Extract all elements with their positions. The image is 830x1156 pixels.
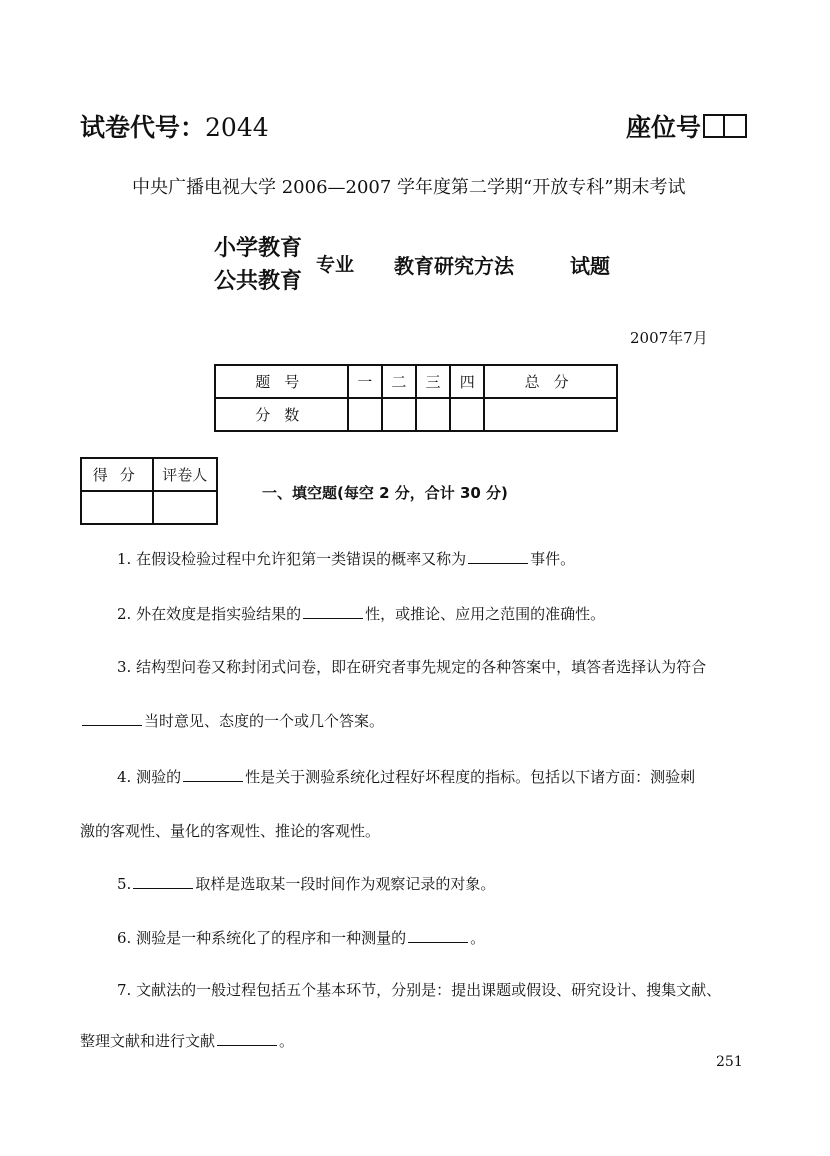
grader-table (80, 457, 218, 525)
table-cell: 分数 (215, 398, 348, 431)
table-cell: 四 (450, 365, 484, 398)
grader-cell (153, 491, 217, 524)
paper-word: 试题 (570, 254, 610, 278)
question-1 (117, 548, 575, 569)
score-cell (416, 398, 450, 431)
question-text: 性是关于测验系统化过程好坏程度的指标。包括以下诸方面：测验刺 (245, 768, 696, 786)
answer-blank (408, 928, 468, 943)
question-text: 。 (279, 1032, 295, 1050)
question-5 (117, 873, 495, 894)
paper-code-value: 2044 (205, 113, 269, 142)
paper-code (80, 108, 269, 144)
question-3 (117, 656, 706, 677)
score-cell (348, 398, 382, 431)
question-7-continued (80, 1030, 294, 1051)
question-4-continued (80, 820, 380, 841)
question-6 (117, 927, 485, 948)
question-text: 7. 文献法的一般过程包括五个基本环节，分别是：提出课题或假设、研究设计、搜集文献、 (117, 981, 722, 999)
score-cell (81, 491, 153, 524)
answer-blank (468, 549, 528, 564)
question-text: 事件。 (530, 550, 576, 568)
table-cell: 三 (416, 365, 450, 398)
question-text: 。 (470, 929, 486, 947)
seat-label: 座位号 (626, 113, 702, 142)
seat-number (626, 108, 747, 144)
page-number: 251 (716, 1054, 743, 1070)
exam-title: 中央广播电视大学 2006—2007 学年度第二学期“开放专科”期末考试 (132, 177, 686, 198)
question-2 (117, 603, 605, 624)
question-3-continued (80, 710, 384, 731)
table-cell: 得分 (81, 458, 153, 491)
table-cell: 评卷人 (153, 458, 217, 491)
seat-box (703, 114, 725, 138)
score-cell (450, 398, 484, 431)
table-cell: 一 (348, 365, 382, 398)
major-suffix: 专业 (316, 254, 355, 276)
table-row (81, 491, 217, 524)
answer-blank (82, 711, 142, 726)
table-row (215, 365, 617, 398)
seat-box (725, 114, 747, 138)
question-text: 当时意见、态度的一个或几个答案。 (144, 712, 385, 730)
score-cell (484, 398, 617, 431)
answer-blank (133, 874, 193, 889)
exam-date: 2007年7月 (630, 329, 708, 347)
course-name: 教育研究方法 (394, 254, 514, 278)
question-text: 6. 测验是一种系统化了的程序和一种测量的 (117, 929, 407, 947)
table-cell: 题号 (215, 365, 348, 398)
score-table (214, 364, 618, 432)
answer-blank (183, 767, 243, 782)
question-text: 整理文献和进行文献 (80, 1032, 216, 1050)
score-cell (382, 398, 416, 431)
table-row (81, 458, 217, 491)
question-text: 1. 在假设检验过程中允许犯第一类错误的概率又称为 (117, 550, 467, 568)
question-text: 取样是选取某一段时间作为观察记录的对象。 (195, 875, 496, 893)
question-text: 激的客观性、量化的客观性、推论的客观性。 (80, 822, 381, 840)
question-text: 性，或推论、应用之范围的准确性。 (365, 605, 606, 623)
paper-code-label: 试卷代号： (80, 113, 206, 142)
major-2: 公共教育 (214, 269, 303, 294)
table-cell: 总分 (484, 365, 617, 398)
question-4 (117, 766, 695, 787)
table-row (215, 398, 617, 431)
question-text: 3. 结构型问卷又称封闭式问卷，即在研究者事先规定的各种答案中，填答者选择认为符合 (117, 658, 707, 676)
answer-blank (217, 1031, 277, 1046)
seat-boxes (703, 114, 747, 138)
question-text: 4. 测验的 (117, 768, 182, 786)
question-7 (117, 979, 721, 1000)
major-1: 小学教育 (214, 236, 303, 261)
answer-blank (303, 604, 363, 619)
question-text: 5. (117, 875, 132, 893)
question-text: 2. 外在效度是指实验结果的 (117, 605, 302, 623)
section-title: 一、填空题(每空 2 分，合计 30 分) (262, 484, 508, 502)
table-cell: 二 (382, 365, 416, 398)
